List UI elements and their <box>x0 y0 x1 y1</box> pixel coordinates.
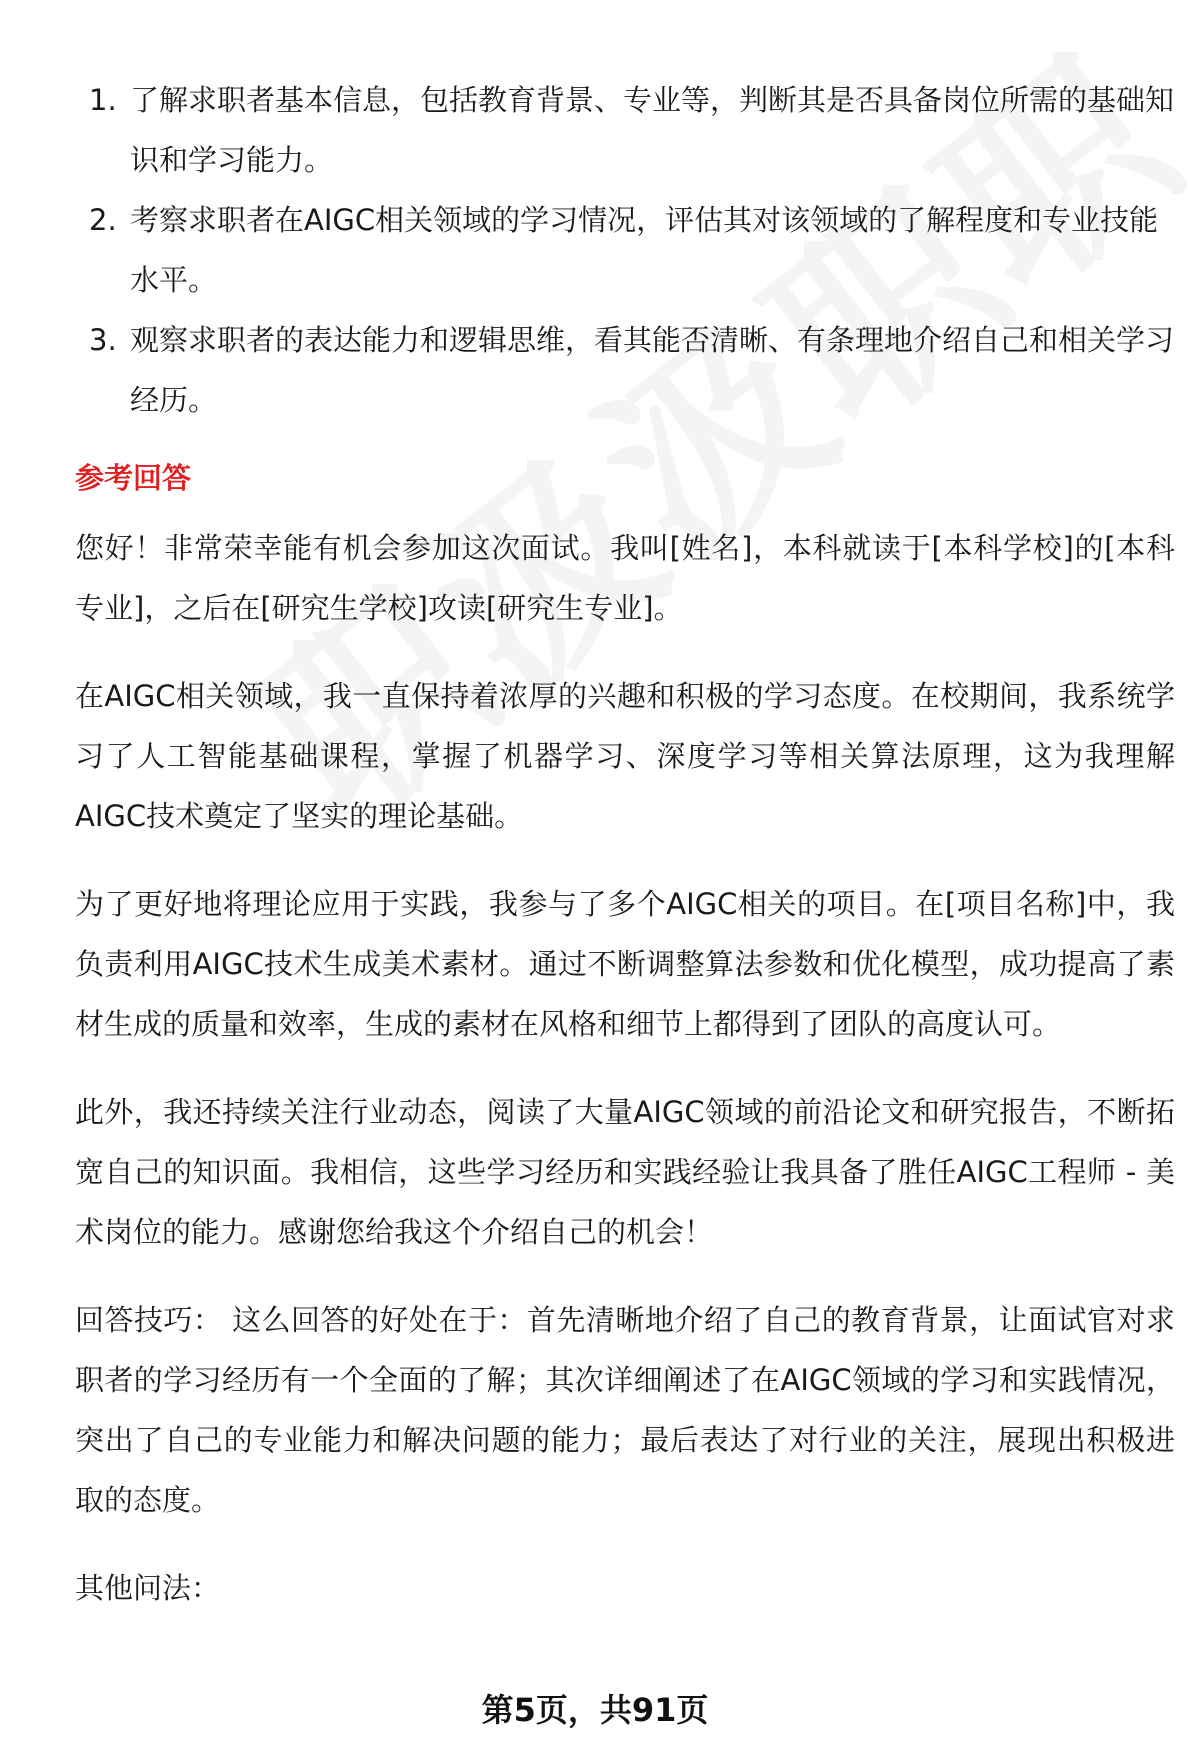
paragraph-closing: 此外，我还持续关注行业动态，阅读了大量AIGC领域的前沿论文和研究报告，不断拓宽自己的知识面。我相信，这些学习经历和实践经验让我具备了胜任AIGC工程师 - 美术岗位的能力。感谢您给我这个介绍自己的机会！ <box>75 1095 1175 1249</box>
list-text: 了解求职者基本信息，包括教育背景、专业等，判断其是否具备岗位所需的基础知识和学习能力。 <box>130 83 1175 177</box>
list-text: 考察求职者在AIGC相关领域的学习情况，评估其对该领域的了解程度和专业技能水平。 <box>130 203 1159 297</box>
paragraph-intro: 您好！非常荣幸能有机会参加这次面试。我叫[姓名]，本科就读于[本科学校]的[本科专业]，之后在[研究生学校]攻读[研究生专业]。 <box>75 531 1175 625</box>
list-item <box>75 190 1175 310</box>
paragraph-other-questions: 其他问法： <box>75 1571 221 1605</box>
paragraph-projects: 为了更好地将理论应用于实践，我参与了多个AIGC相关的项目。在[项目名称]中，我负责利用AIGC技术生成美术素材。通过不断调整算法参数和优化模型，成功提高了素材生成的质量和效率，生成的素材在风格和细节上都得到了团队的高度认可。 <box>75 887 1175 1041</box>
list-number: 3. <box>89 323 117 357</box>
list-number: 2. <box>89 203 117 237</box>
paragraph-study: 在AIGC相关领域，我一直保持着浓厚的兴趣和积极的学习态度。在校期间，我系统学习了人工智能基础课程，掌握了机器学习、深度学习等相关算法原理，这为我理解AIGC技术奠定了坚实的理论基础。 <box>75 679 1175 833</box>
list-text: 观察求职者的表达能力和逻辑思维，看其能否清晰、有条理地介绍自己和相关学习经历。 <box>130 323 1175 417</box>
paragraph-answer-tips: 回答技巧： 这么回答的好处在于：首先清晰地介绍了自己的教育背景，让面试官对求职者的学习经历有一个全面的了解；其次详细阐述了在AIGC领域的学习和实践情况，突出了自己的专业能力和解决问题的能力；最后表达了对行业的关注，展现出积极进取的态度。 <box>75 1303 1175 1517</box>
list-number: 1. <box>89 83 117 117</box>
evaluation-points-list <box>75 70 1175 430</box>
page-number: 第5页，共91页 <box>481 1691 709 1729</box>
list-item <box>75 310 1175 430</box>
document-body <box>75 70 1175 1646</box>
list-item <box>75 70 1175 190</box>
reference-answer-heading: 参考回答 <box>75 461 192 495</box>
